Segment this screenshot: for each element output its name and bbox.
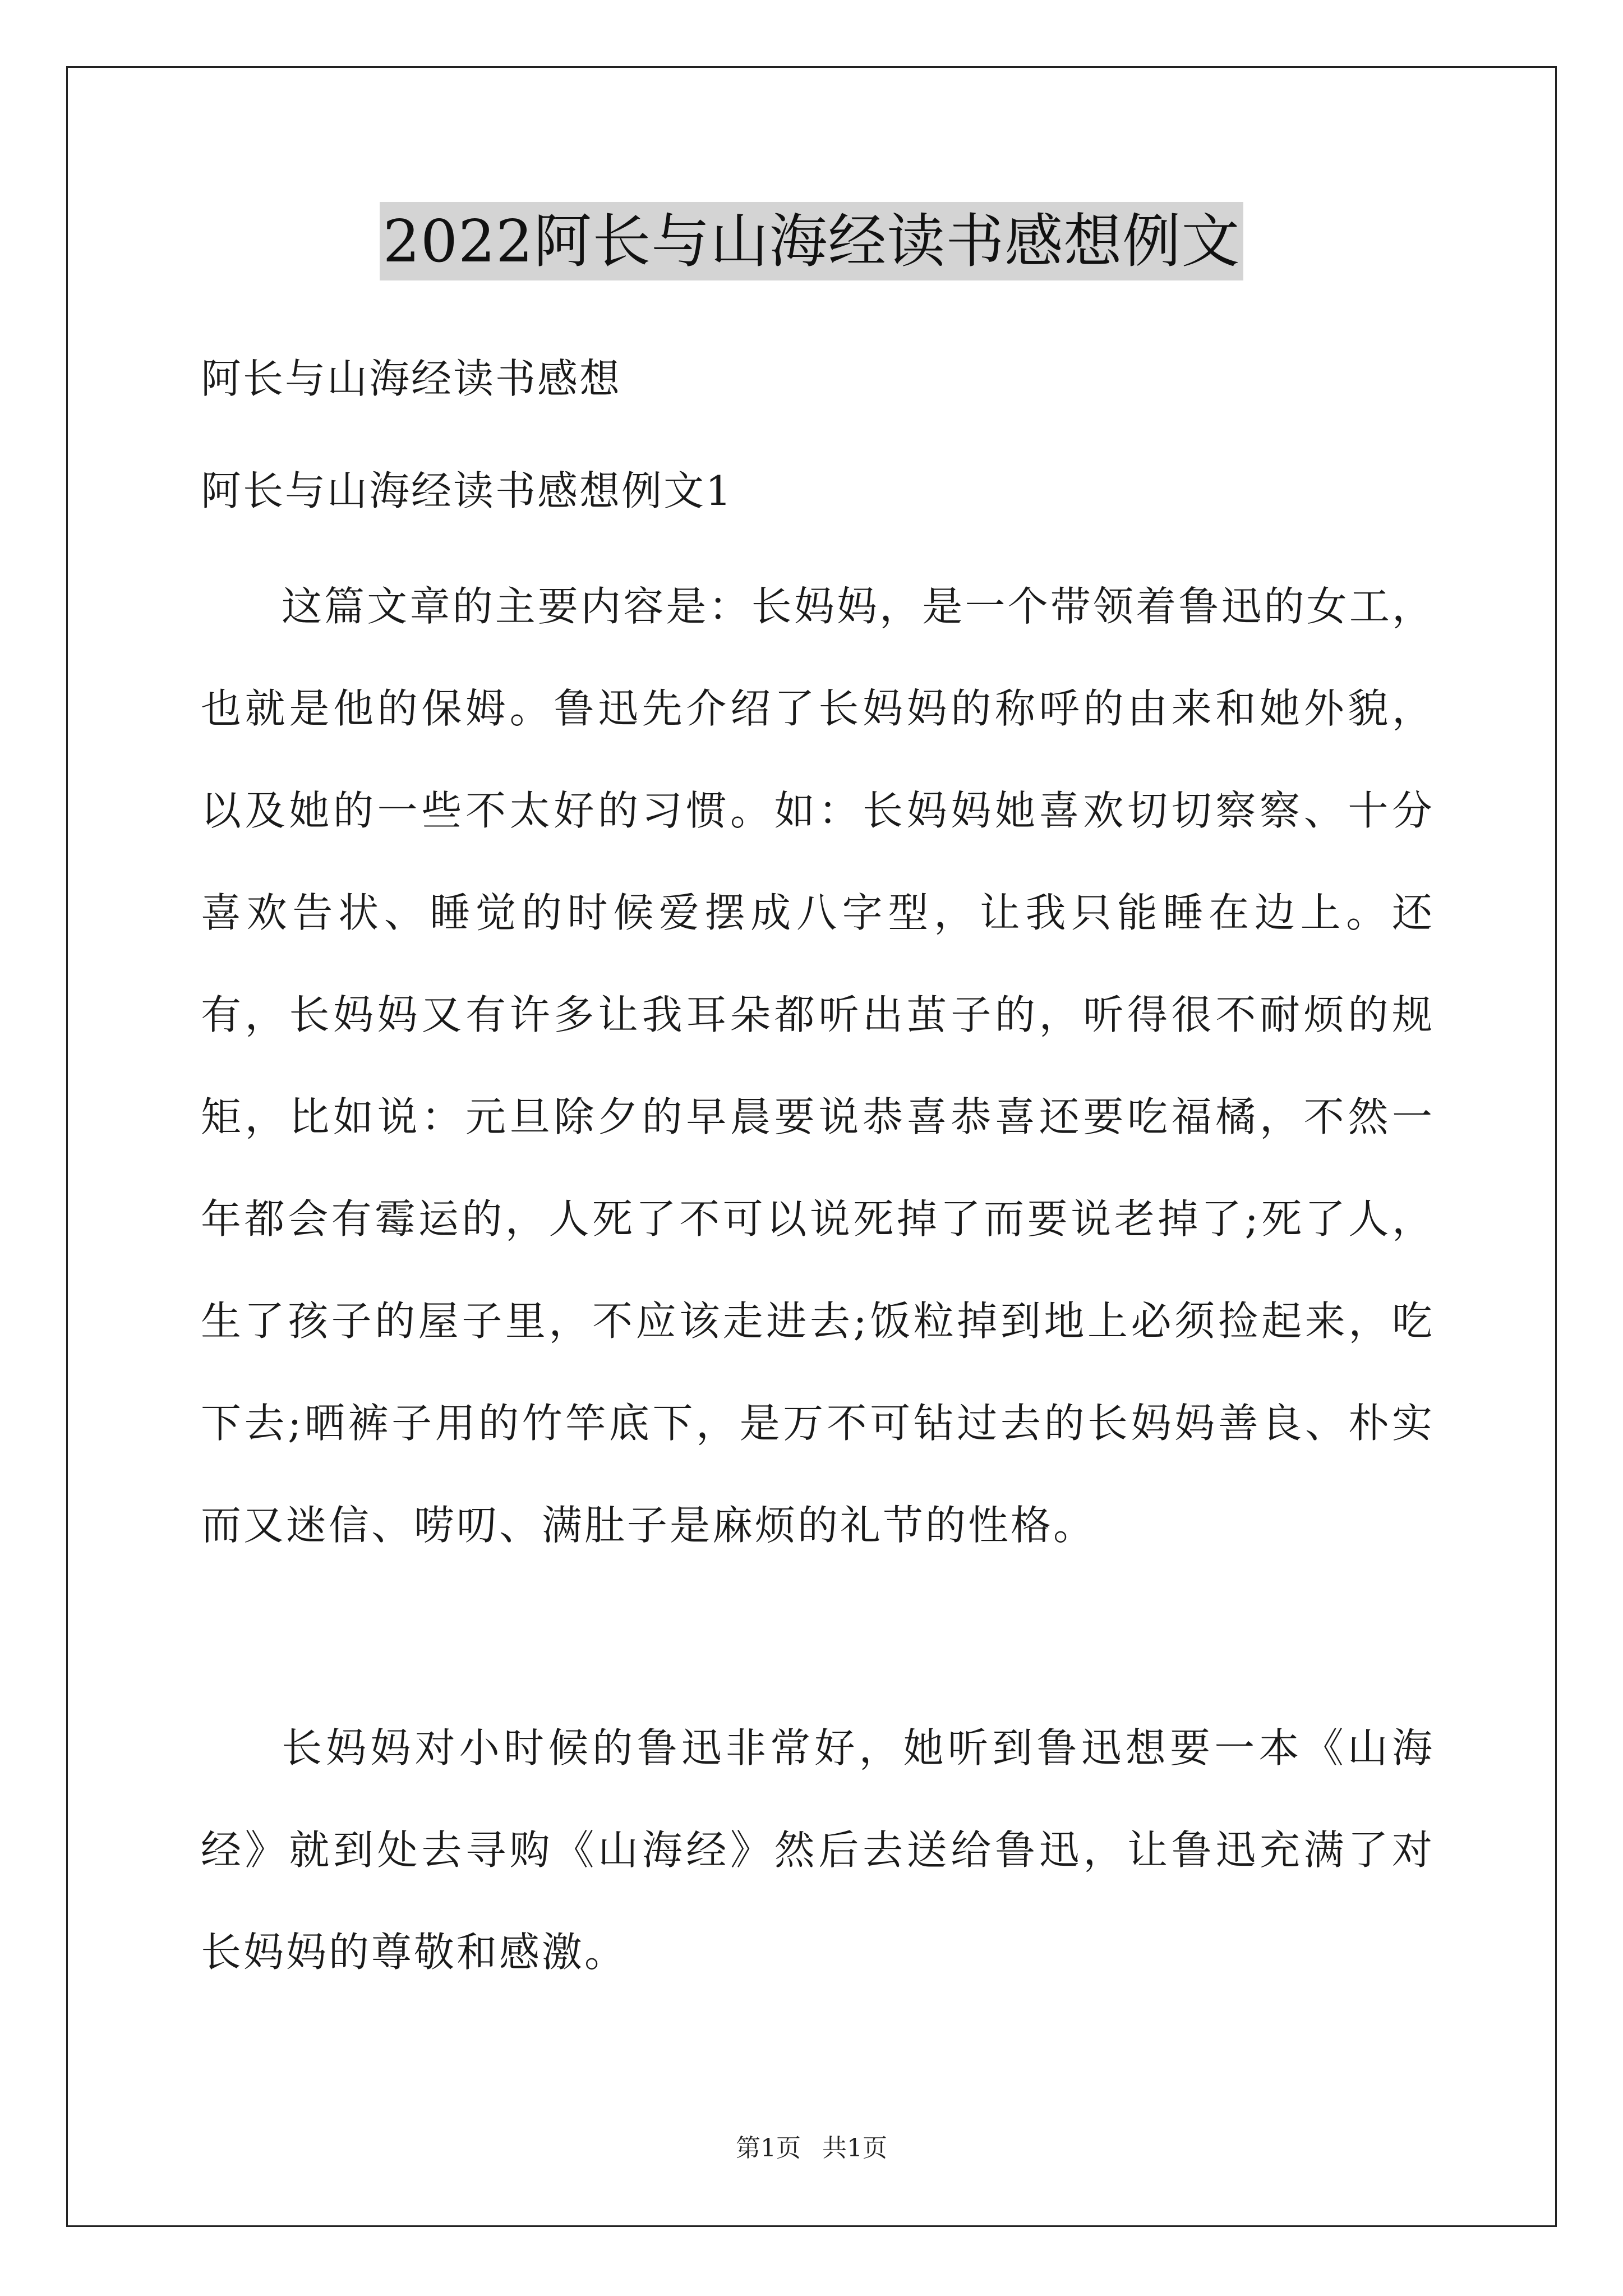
body-paragraph-1: 这篇文章的主要内容是：长妈妈，是一个带领着鲁迅的女工，也就是他的保姆。鲁迅先介绍了长妈妈的称呼的由来和她外貌，以及她的一些不太好的习惯。如：长妈妈她喜欢切切察察、十分喜欢告状、睡觉的时候爱摆成八字型，让我只能睡在边上。还有，长妈妈又有许多让我耳朵都听出茧子的，听得很不耐烦的规矩，比如说：元旦除夕的早晨要说恭喜恭喜还要吃福橘，不然一年都会有霉运的，人死了不可以说死掉了而要说老掉了;死了人，生了孩子的屋子里，不应该走进去;饭粒掉到地上必须捡起来，吃下去;晒裤子用的竹竿底下，是万不可钻过去的长妈妈善良、朴实而又迷信、唠叨、满肚子是麻烦的礼节的性格。	[201, 583, 1435, 1549]
title-container	[0, 202, 1623, 280]
page-total: 共1页	[822, 2134, 887, 2162]
page-number: 第1页	[736, 2134, 801, 2162]
document-title: 2022阿长与山海经读书感想例文	[380, 202, 1244, 280]
section-heading: 阿长与山海经读书感想例文1	[201, 467, 733, 514]
subtitle-heading: 阿长与山海经读书感想	[201, 355, 622, 402]
body-paragraph-2: 长妈妈对小时候的鲁迅非常好，她听到鲁迅想要一本《山海经》就到处去寻购《山海经》然后去送给鲁迅，让鲁迅充满了对长妈妈的尊敬和感激。	[201, 1724, 1435, 1976]
page-footer	[0, 2132, 1623, 2165]
